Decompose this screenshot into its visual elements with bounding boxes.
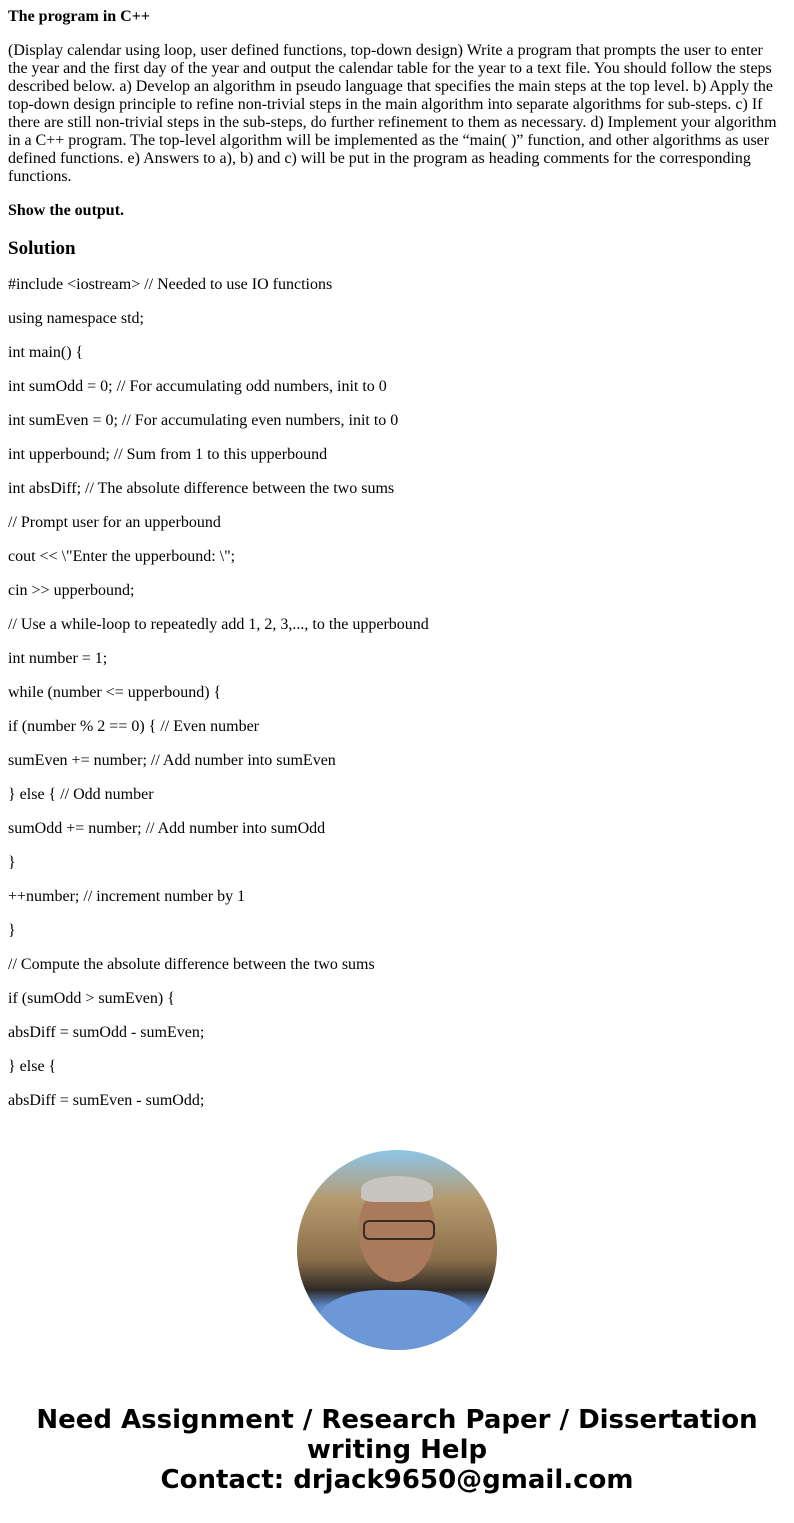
contact-banner	[8, 1405, 786, 1495]
contact-email: Contact: drjack9650@gmail.com	[160, 1465, 634, 1495]
code-line: int main() {	[8, 344, 84, 361]
code-line: while (number <= upperbound) {	[8, 684, 222, 701]
solution-code	[8, 276, 786, 1110]
code-line: absDiff = sumOdd - sumEven;	[8, 1024, 205, 1041]
code-line: // Compute the absolute difference between the two sums	[8, 956, 375, 973]
code-line: if (sumOdd > sumEven) {	[8, 990, 175, 1007]
code-line: cin >> upperbound;	[8, 582, 135, 599]
code-line: sumEven += number; // Add number into sumEven	[8, 752, 336, 769]
code-line: if (number % 2 == 0) { // Even number	[8, 718, 259, 735]
code-line: }	[8, 922, 16, 939]
code-line: // Prompt user for an upperbound	[8, 514, 221, 531]
code-line: int upperbound; // Sum from 1 to this upperbound	[8, 446, 328, 463]
author-photo	[297, 1150, 497, 1350]
code-line: int absDiff; // The absolute difference between the two sums	[8, 480, 395, 497]
code-line: using namespace std;	[8, 310, 144, 327]
show-output-label: Show the output.	[8, 202, 125, 219]
code-line: int sumEven = 0; // For accumulating even numbers, init to 0	[8, 412, 399, 429]
code-line: int number = 1;	[8, 650, 108, 667]
code-line: }	[8, 854, 16, 871]
question-title: The program in C++	[8, 8, 150, 25]
code-line: #include <iostream> // Needed to use IO functions	[8, 276, 333, 293]
question-body: (Display calendar using loop, user defined functions, top-down design) Write a program that prompts the user to enter the year and the first day of the year and output the calendar table for the year to a text file. You should follow the steps described below. a) Develop an algorithm in pseudo language that specifies the main steps at the top level. b) Apply the top-down design principle to refine non-trivial steps in the main algorithm into separate algorithms for sub-steps. c) If there are still non-trivial steps in the sub-steps, do further refinement to them as necessary. d) Implement your algorithm in a C++ program. The top-level algorithm will be implemented as the “main( )” function, and other algorithms as user defined functions. e) Answers to a), b) and c) will be put in the program as heading comments for the corresponding functions.	[8, 42, 777, 185]
code-line: int sumOdd = 0; // For accumulating odd numbers, init to 0	[8, 378, 387, 395]
help-text: Need Assignment / Research Paper / Dissertation writing Help	[36, 1405, 758, 1465]
code-line: cout << \"Enter the upperbound: \";	[8, 548, 236, 565]
solution-heading: Solution	[8, 238, 76, 259]
code-line: ++number; // increment number by 1	[8, 888, 246, 905]
code-line: sumOdd += number; // Add number into sumOdd	[8, 820, 326, 837]
code-line: } else {	[8, 1058, 57, 1075]
code-line: // Use a while-loop to repeatedly add 1, 2, 3,..., to the upperbound	[8, 616, 429, 633]
code-line: absDiff = sumEven - sumOdd;	[8, 1092, 205, 1109]
code-line: } else { // Odd number	[8, 786, 154, 803]
